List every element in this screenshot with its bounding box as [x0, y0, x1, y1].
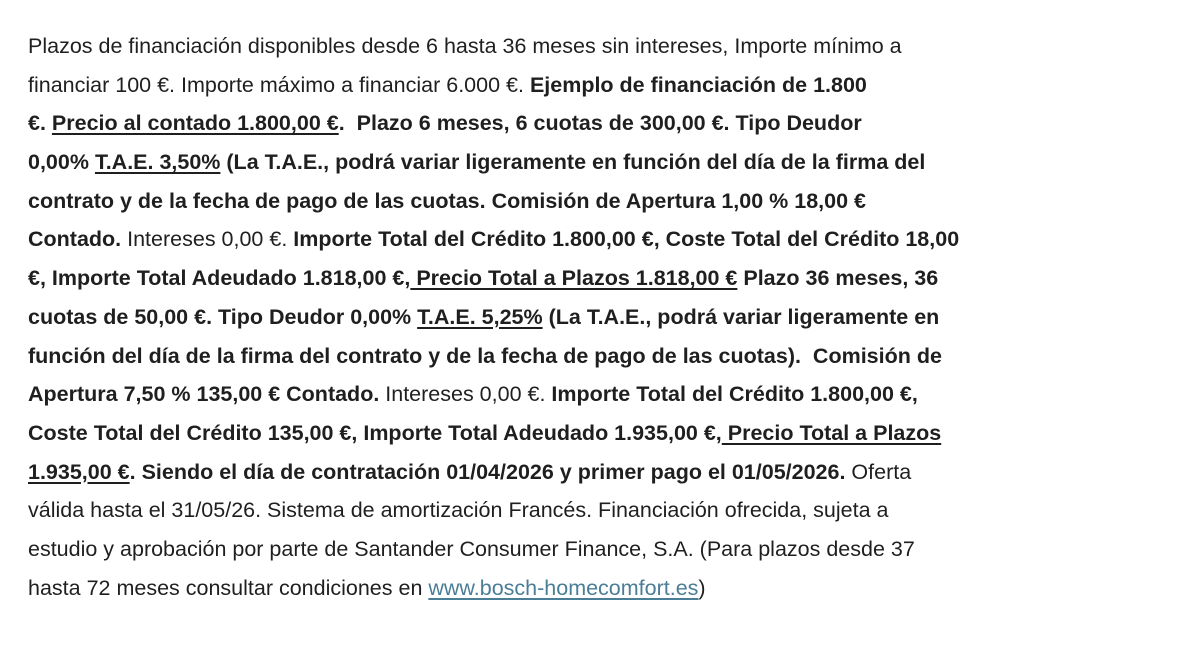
bold-text: . Siendo el día de contratación 01/04/2026 y primer pago el 01/05/2026.	[129, 459, 846, 484]
bold-text: . Plazo 6 meses, 6 cuotas de 300,00 €. Tipo Deudor	[338, 111, 862, 136]
underlined-bold-text: Precio Total a Plazos 1.818,00 €	[410, 266, 738, 291]
bold-text: (La T.A.E., podrá variar ligeramente en función del día de la firma del	[220, 150, 926, 175]
bold-text: 0,00%	[28, 150, 95, 175]
text-line	[28, 182, 959, 221]
website-link[interactable]: www.bosch-homecomfort.es	[428, 575, 699, 600]
text-line	[28, 414, 959, 453]
underlined-bold-text: 1.935,00 €	[28, 459, 130, 484]
regular-text: hasta 72 meses consultar condiciones en	[28, 575, 429, 600]
text-line	[28, 491, 959, 530]
text-line	[28, 143, 959, 182]
bold-text: contrato y de la fecha de pago de las cuotas. Comisión de Apertura 1,00 % 18,00 €	[28, 188, 866, 213]
underlined-bold-text: Precio Total a Plazos	[721, 420, 942, 445]
regular-text: )	[698, 575, 706, 600]
text-line	[28, 530, 959, 569]
bold-text: cuotas de 50,00 €. Tipo Deudor 0,00%	[28, 304, 418, 329]
bold-text: (La T.A.E., podrá variar ligeramente en	[542, 304, 940, 329]
bold-text: €.	[28, 111, 52, 136]
regular-text: Oferta	[845, 459, 912, 484]
regular-text: Plazos de financiación disponibles desde 6 hasta 36 meses sin intereses, Importe mínimo a	[28, 34, 902, 58]
regular-text: financiar 100 €. Importe máximo a financiar 6.000 €.	[28, 72, 530, 97]
regular-text: Intereses 0,00 €.	[121, 227, 288, 252]
underlined-bold-text: T.A.E. 3,50%	[94, 150, 221, 175]
text-line	[28, 298, 959, 337]
bold-text: Ejemplo de financiación de 1.800	[529, 72, 867, 97]
text-line	[28, 27, 959, 66]
bold-text: Contado.	[28, 227, 122, 252]
underlined-bold-text: T.A.E. 5,25%	[417, 304, 543, 329]
bold-text: Plazo 36 meses, 36	[737, 266, 939, 291]
bold-text: Coste Total del Crédito 135,00 €, Importe Total Adeudado 1.935,00 €,	[28, 420, 722, 445]
underlined-bold-text: Precio al contado 1.800,00 €	[51, 111, 339, 136]
regular-text: estudio y aprobación por parte de Santander Consumer Finance, S.A. (Para plazos desde 37	[28, 536, 915, 561]
text-line	[28, 337, 959, 376]
text-line	[28, 453, 959, 492]
text-line	[28, 375, 959, 414]
text-line	[28, 259, 959, 298]
bold-text: Importe Total del Crédito 1.800,00 €,	[545, 382, 918, 407]
bold-text: función del día de la firma del contrato y de la fecha de pago de las cuotas). Comisión de	[28, 343, 942, 368]
regular-text: válida hasta el 31/05/26. Sistema de amortización Francés. Financiación ofrecida, sujeta a	[28, 498, 889, 523]
text-line	[28, 104, 959, 143]
text-line	[28, 220, 959, 259]
text-line	[28, 569, 959, 608]
financing-terms-paragraph	[28, 27, 959, 607]
text-line	[28, 66, 959, 105]
bold-text: €, Importe Total Adeudado 1.818,00 €,	[28, 266, 411, 291]
regular-text: Intereses 0,00 €.	[379, 382, 546, 407]
bold-text: Apertura 7,50 % 135,00 € Contado.	[28, 382, 380, 407]
bold-text: Importe Total del Crédito 1.800,00 €, Coste Total del Crédito 18,00	[287, 227, 960, 252]
